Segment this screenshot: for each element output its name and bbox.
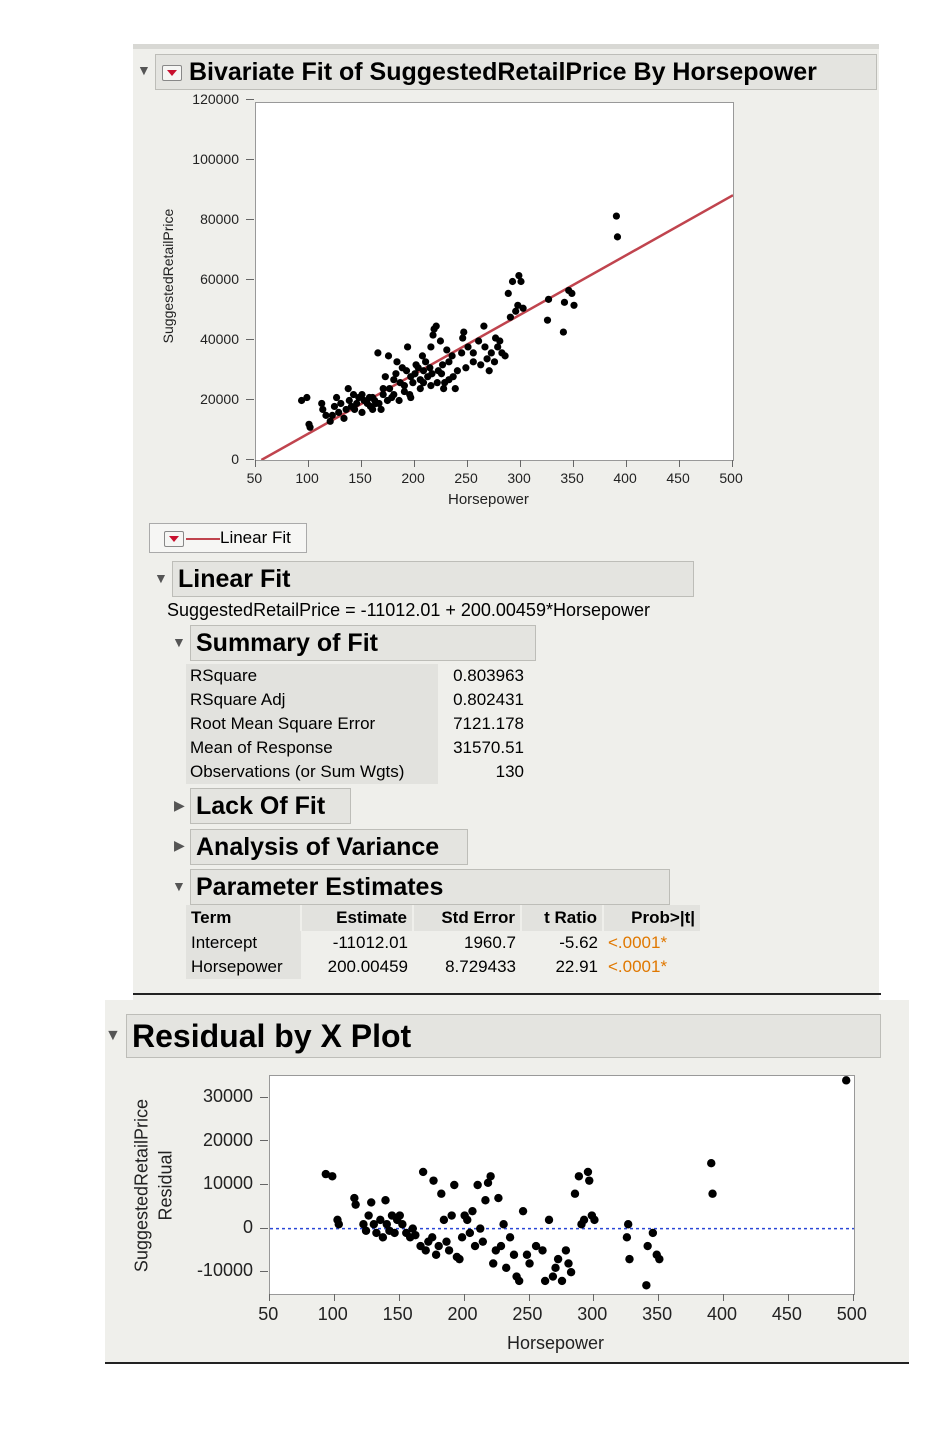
data-point <box>433 323 440 330</box>
x-tick-mark <box>853 1294 854 1301</box>
y-tick-mark <box>246 99 254 100</box>
x-tick-label: 100 <box>295 470 319 486</box>
data-point <box>396 1211 404 1219</box>
summary-value: 0.802431 <box>453 690 524 709</box>
data-point <box>447 1211 455 1219</box>
data-point <box>541 1277 549 1285</box>
x-tick-mark <box>732 460 733 467</box>
data-point <box>379 1233 387 1241</box>
linear-fit-header[interactable]: Linear Fit <box>172 561 694 597</box>
data-point <box>403 367 410 374</box>
y-tick-mark <box>246 399 254 400</box>
data-point <box>554 1255 562 1263</box>
analysis-of-variance-header[interactable]: Analysis of Variance <box>190 829 468 865</box>
data-point <box>411 1231 419 1239</box>
data-point <box>655 1255 663 1263</box>
data-point <box>420 367 427 374</box>
cell-term: Horsepower <box>186 955 301 979</box>
x-tick-label: 250 <box>512 1304 543 1324</box>
data-point <box>486 1172 494 1180</box>
cell-std-error: 8.729433 <box>445 957 516 976</box>
fit-legend[interactable] <box>149 523 307 553</box>
data-point <box>624 1220 632 1228</box>
data-point <box>481 343 488 350</box>
x-tick-mark <box>723 1294 724 1301</box>
data-point <box>568 290 575 297</box>
data-point <box>623 1233 631 1241</box>
x-tick-label: 150 <box>382 1304 413 1324</box>
table-row <box>186 955 701 979</box>
data-point <box>466 1229 474 1237</box>
x-tick-mark <box>573 460 574 467</box>
data-point <box>374 349 381 356</box>
data-point <box>567 1268 575 1276</box>
x-tick-mark <box>308 460 309 467</box>
data-point <box>499 1220 507 1228</box>
y-axis-label-1: SuggestedRetailPrice <box>131 1098 152 1273</box>
x-tick-mark <box>361 460 362 467</box>
x-tick-mark <box>788 1294 789 1301</box>
x-tick-label: 300 <box>577 1304 608 1324</box>
y-tick-mark <box>260 1097 268 1098</box>
x-tick-mark <box>679 460 680 467</box>
data-point <box>561 299 568 306</box>
data-point <box>489 1259 497 1267</box>
data-point <box>435 1242 443 1250</box>
data-point <box>497 1242 505 1250</box>
data-point <box>328 1172 336 1180</box>
summary-row <box>186 736 524 760</box>
data-point <box>390 391 397 398</box>
cell-prob: <.0001* <box>608 957 668 976</box>
x-axis-label: Horsepower <box>448 491 529 508</box>
data-point <box>377 406 384 413</box>
data-point <box>438 370 445 377</box>
data-point <box>538 1246 546 1254</box>
data-point <box>392 370 399 377</box>
data-point <box>460 328 467 335</box>
data-point <box>470 349 477 356</box>
x-tick-mark <box>520 460 521 467</box>
x-tick-label: 350 <box>560 470 584 486</box>
data-point <box>429 1176 437 1184</box>
column-header: Estimate <box>301 905 413 931</box>
data-point <box>396 397 403 404</box>
data-point <box>445 376 452 383</box>
y-tick-mark <box>260 1184 268 1185</box>
y-tick-label: 0 <box>242 1216 253 1237</box>
data-point <box>419 1168 427 1176</box>
data-point <box>549 1272 557 1280</box>
cell-estimate: 200.00459 <box>327 957 408 976</box>
residual-plot <box>270 1076 854 1294</box>
y-tick-label: 10000 <box>202 1173 253 1194</box>
data-point <box>517 278 524 285</box>
data-point <box>454 367 461 374</box>
cell-term: Intercept <box>186 931 301 955</box>
y-tick-mark <box>246 459 254 460</box>
x-tick-mark <box>399 1294 400 1301</box>
data-point <box>614 233 621 240</box>
x-tick-label: 350 <box>642 1304 673 1324</box>
summary-row <box>186 688 524 712</box>
summary-label: Root Mean Square Error <box>186 712 438 736</box>
data-point <box>519 1207 527 1215</box>
x-tick-label: 200 <box>401 470 425 486</box>
data-point <box>471 1242 479 1250</box>
data-point <box>473 1181 481 1189</box>
x-tick-label: 450 <box>666 470 690 486</box>
summary-value: 0.803963 <box>453 666 524 685</box>
data-point <box>397 379 404 386</box>
summary-value: 7121.178 <box>453 714 524 733</box>
data-point <box>452 385 459 392</box>
data-point <box>351 406 358 413</box>
data-point <box>509 278 516 285</box>
data-point <box>570 302 577 309</box>
data-point <box>544 317 551 324</box>
collapse-triangle-icon[interactable] <box>137 62 151 78</box>
summary-label: Mean of Response <box>186 736 438 760</box>
data-point <box>393 358 400 365</box>
bivariate-title: Bivariate Fit of SuggestedRetailPrice By Horsepower <box>188 58 817 86</box>
cell-prob: <.0001* <box>608 933 668 952</box>
summary-value: 130 <box>495 762 524 781</box>
data-point <box>491 358 498 365</box>
data-point <box>364 1211 372 1219</box>
data-point <box>358 409 365 416</box>
data-point <box>384 397 391 404</box>
data-point <box>445 1246 453 1254</box>
column-header: Term <box>186 905 301 931</box>
data-point <box>584 1168 592 1176</box>
data-point <box>470 358 477 365</box>
parameter-estimates-table <box>186 905 702 979</box>
x-tick-mark <box>593 1294 594 1301</box>
data-point <box>437 337 444 344</box>
data-point <box>523 1251 531 1259</box>
data-point <box>464 343 471 350</box>
data-point <box>404 343 411 350</box>
x-tick-label: 400 <box>613 470 637 486</box>
data-point <box>407 394 414 401</box>
data-point <box>483 355 490 362</box>
x-tick-label: 500 <box>719 470 743 486</box>
bivariate-header[interactable] <box>155 54 877 90</box>
x-tick-label: 150 <box>348 470 372 486</box>
table-row <box>186 931 701 955</box>
data-point <box>502 352 509 359</box>
data-point <box>475 337 482 344</box>
data-point <box>643 1242 651 1250</box>
data-point <box>367 1198 375 1206</box>
data-point <box>422 358 429 365</box>
legend-line-swatch <box>186 538 220 540</box>
cell-estimate: -11012.01 <box>332 933 408 952</box>
y-tick-label: 120000 <box>192 90 239 107</box>
y-tick-label: 100000 <box>192 150 239 167</box>
x-tick-label: 50 <box>246 470 263 486</box>
y-tick-label: 20000 <box>202 1129 253 1150</box>
data-point <box>468 1207 476 1215</box>
data-point <box>303 394 310 401</box>
data-point <box>351 1200 359 1208</box>
x-tick-mark <box>658 1294 659 1301</box>
data-point <box>437 1190 445 1198</box>
data-point <box>442 1237 450 1245</box>
x-tick-label: 300 <box>507 470 531 486</box>
data-point <box>422 1246 430 1254</box>
x-tick-mark <box>255 460 256 467</box>
y-tick-mark <box>246 159 254 160</box>
expand-triangle-icon[interactable] <box>174 797 185 814</box>
summary-row <box>186 760 524 784</box>
summary-label: RSquare <box>186 664 438 688</box>
fit-equation: SuggestedRetailPrice = -11012.01 + 200.00459*Horsepower <box>167 600 650 620</box>
scatter-plot <box>256 103 733 460</box>
data-point <box>335 1220 343 1228</box>
x-tick-mark <box>334 1294 335 1301</box>
data-point <box>481 1196 489 1204</box>
x-tick-mark <box>269 1294 270 1301</box>
data-point <box>842 1076 850 1084</box>
data-point <box>476 1224 484 1232</box>
data-point <box>306 424 313 431</box>
column-header: Std Error <box>413 905 521 931</box>
data-point <box>458 349 465 356</box>
x-tick-label: 250 <box>454 470 478 486</box>
y-tick-mark <box>246 339 254 340</box>
column-header: t Ratio <box>521 905 603 931</box>
legend-label: Linear Fit <box>220 528 291 547</box>
y-axis-label-2: Residual <box>155 1150 176 1221</box>
summary-of-fit-table <box>186 664 524 784</box>
data-point <box>432 1251 440 1259</box>
y-tick-label: 20000 <box>200 390 239 407</box>
y-tick-mark <box>260 1140 268 1141</box>
data-point <box>494 1194 502 1202</box>
collapse-triangle-icon[interactable] <box>172 634 186 650</box>
data-point <box>331 403 338 410</box>
data-point <box>463 1216 471 1224</box>
red-menu-icon[interactable] <box>164 531 184 547</box>
data-point <box>510 1251 518 1259</box>
data-point <box>386 385 393 392</box>
data-point <box>625 1255 633 1263</box>
summary-label: RSquare Adj <box>186 688 438 712</box>
summary-of-fit-header[interactable]: Summary of Fit <box>190 625 536 661</box>
data-point <box>560 328 567 335</box>
cell-std-error: 1960.7 <box>464 933 516 952</box>
data-point <box>580 1216 588 1224</box>
x-tick-label: 400 <box>707 1304 738 1324</box>
data-point <box>590 1216 598 1224</box>
data-point <box>345 385 352 392</box>
data-point <box>382 373 389 380</box>
lack-of-fit-header[interactable]: Lack Of Fit <box>190 788 351 824</box>
data-point <box>613 212 620 219</box>
column-header: Prob>|t| <box>603 905 701 931</box>
y-tick-mark <box>246 219 254 220</box>
data-point <box>443 346 450 353</box>
data-point <box>362 1227 370 1235</box>
data-point <box>707 1159 715 1167</box>
data-point <box>486 367 493 374</box>
data-point <box>480 323 487 330</box>
collapse-triangle-icon[interactable] <box>172 878 186 894</box>
data-point <box>450 1181 458 1189</box>
data-point <box>502 1264 510 1272</box>
y-tick-mark <box>246 279 254 280</box>
scatter-plot-area <box>255 102 734 461</box>
data-point <box>642 1281 650 1289</box>
data-point <box>428 370 435 377</box>
section-divider <box>133 993 881 995</box>
data-point <box>477 361 484 368</box>
data-point <box>337 400 344 407</box>
data-point <box>401 388 408 395</box>
summary-value: 31570.51 <box>453 738 524 757</box>
data-point <box>366 394 373 401</box>
data-point <box>372 400 379 407</box>
cell-t-ratio: -5.62 <box>559 933 598 952</box>
collapse-triangle-icon[interactable] <box>105 1027 121 1045</box>
data-point <box>551 1264 559 1272</box>
x-tick-label: 200 <box>447 1304 478 1324</box>
data-point <box>562 1246 570 1254</box>
y-axis-label: SuggestedRetailPrice <box>160 208 176 344</box>
y-tick-label: 80000 <box>200 210 239 227</box>
data-point <box>520 305 527 312</box>
data-point <box>427 382 434 389</box>
data-point <box>322 412 329 419</box>
red-menu-icon[interactable] <box>162 65 182 81</box>
data-point <box>417 385 424 392</box>
collapse-triangle-icon[interactable] <box>154 570 168 586</box>
data-point <box>458 1233 466 1241</box>
data-point <box>427 343 434 350</box>
data-point <box>488 349 495 356</box>
data-point <box>505 290 512 297</box>
data-point <box>515 1277 523 1285</box>
data-point <box>440 1216 448 1224</box>
data-point <box>575 1172 583 1180</box>
data-point <box>507 314 514 321</box>
data-point <box>439 361 446 368</box>
data-point <box>649 1229 657 1237</box>
data-point <box>335 409 342 416</box>
summary-label: Observations (or Sum Wgts) <box>186 760 438 784</box>
data-point <box>496 337 503 344</box>
y-tick-mark <box>260 1228 268 1229</box>
cell-t-ratio: 22.91 <box>555 957 598 976</box>
x-axis-label: Horsepower <box>507 1333 605 1353</box>
summary-row <box>186 664 524 688</box>
x-tick-mark <box>529 1294 530 1301</box>
x-tick-label: 100 <box>317 1304 348 1324</box>
data-point <box>380 385 387 392</box>
data-point <box>390 1229 398 1237</box>
data-point <box>333 394 340 401</box>
data-point <box>407 373 414 380</box>
x-tick-mark <box>467 460 468 467</box>
data-point <box>525 1259 533 1267</box>
x-tick-mark <box>414 460 415 467</box>
x-tick-label: 450 <box>771 1304 802 1324</box>
data-point <box>545 296 552 303</box>
data-point <box>585 1176 593 1184</box>
data-point <box>329 412 336 419</box>
data-point <box>428 1233 436 1241</box>
data-point <box>479 1237 487 1245</box>
data-point <box>462 364 469 371</box>
y-tick-label: 40000 <box>200 330 239 347</box>
y-tick-mark <box>260 1271 268 1272</box>
x-tick-mark <box>464 1294 465 1301</box>
summary-row <box>186 712 524 736</box>
data-point <box>571 1190 579 1198</box>
data-point <box>398 1220 406 1228</box>
x-tick-mark <box>626 460 627 467</box>
data-point <box>340 415 347 422</box>
x-tick-label: 500 <box>836 1304 867 1324</box>
parameter-estimates-header[interactable]: Parameter Estimates <box>190 869 670 905</box>
y-tick-label: -10000 <box>196 1260 253 1281</box>
y-tick-label: 0 <box>231 450 239 467</box>
x-tick-label: 50 <box>258 1304 279 1324</box>
data-point <box>385 352 392 359</box>
residual-header[interactable]: Residual by X Plot <box>126 1014 881 1058</box>
data-point <box>708 1190 716 1198</box>
data-point <box>449 352 456 359</box>
data-point <box>434 379 441 386</box>
data-point <box>381 1196 389 1204</box>
data-point <box>545 1216 553 1224</box>
data-point <box>564 1259 572 1267</box>
data-point <box>506 1233 514 1241</box>
y-tick-label: 60000 <box>200 270 239 287</box>
expand-triangle-icon[interactable] <box>174 837 185 854</box>
residual-plot-area <box>269 1075 855 1295</box>
data-point <box>558 1277 566 1285</box>
data-point <box>455 1255 463 1263</box>
y-tick-label: 30000 <box>202 1086 253 1106</box>
